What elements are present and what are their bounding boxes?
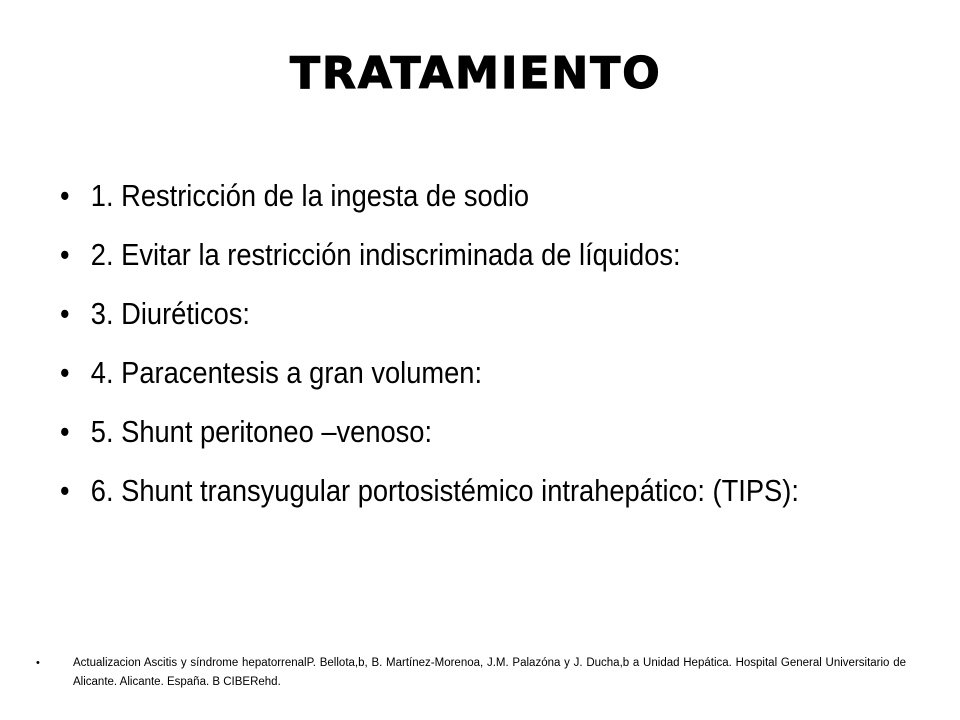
reference-bullet-icon: • xyxy=(36,657,40,669)
bullet-dot-icon: • xyxy=(60,473,70,508)
bullet-dot-icon: • xyxy=(60,237,70,272)
bullet-text: 4. Paracentesis a gran volumen: xyxy=(90,355,483,390)
bullet-item-fluid-restriction xyxy=(60,235,944,275)
bullet-item-sodium-restriction xyxy=(60,176,944,216)
bullet-item-tips xyxy=(60,471,914,511)
bullet-text: 3. Diuréticos: xyxy=(90,296,250,331)
reference-note xyxy=(36,654,906,692)
bullet-item-diuretics xyxy=(60,294,944,334)
reference-text: Actualizacion Ascitis y síndrome hepatorrenalP. Bellota,b, B. Martínez-Morenoa, J.M. Palazóna y J. Ducha,b a Unidad Hepática. Hospital General Universitario de Alicante. Alicante. España. B CIBERehd. xyxy=(73,657,906,688)
slide-title: TRATAMIENTO xyxy=(290,48,662,99)
bullet-dot-icon: • xyxy=(60,178,70,213)
bullet-text: 2. Evitar la restricción indiscriminada de líquidos: xyxy=(90,237,681,272)
bullet-dot-icon: • xyxy=(60,355,70,390)
bullet-item-paracentesis xyxy=(60,353,944,393)
bullet-item-peritoneovenous-shunt xyxy=(60,412,944,452)
bullet-list xyxy=(60,176,915,530)
bullet-text: 1. Restricción de la ingesta de sodio xyxy=(90,178,530,213)
bullet-dot-icon: • xyxy=(60,296,70,331)
bullet-text: 5. Shunt peritoneo –venoso: xyxy=(90,414,433,449)
bullet-dot-icon: • xyxy=(60,414,70,449)
bullet-text: 6. Shunt transyugular portosistémico intrahepático: (TIPS): xyxy=(90,473,799,508)
